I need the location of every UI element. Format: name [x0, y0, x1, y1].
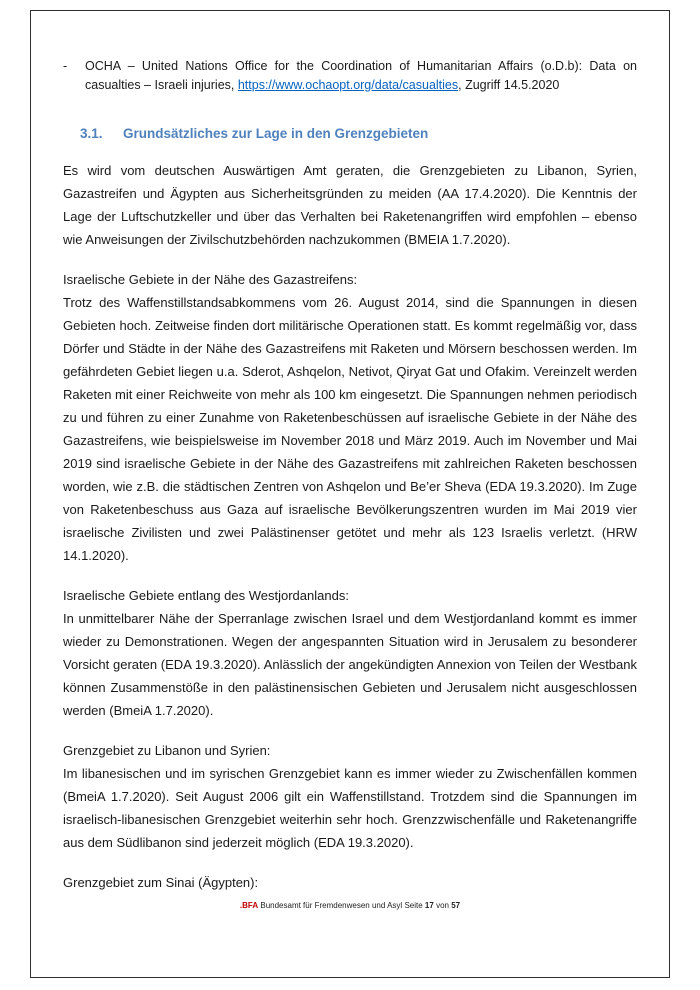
section-number: 3.1.	[80, 126, 103, 141]
section-westbank	[63, 584, 637, 722]
source-list-item	[63, 57, 637, 95]
source-text-before-link: OCHA – United Nations Office for the Coordination of Humanitarian Affairs (o.D.b): Data on casualties – Israeli injuries,	[85, 59, 637, 92]
subsection-body: In unmittelbarer Nähe der Sperranlage zwischen Israel und dem Westjordanland kommt es immer wieder zu Demonstrationen. Wegen der angespannten Situation wird in Jerusalem zu besonderer Vorsicht geraten (EDA 19.3.2020). Anlässlich der angekündigten Annexion von Teilen der Westbank können Zusammenstöße in den palästinensischen Gebieten und Jerusalem nicht ausgeschlossen werden (BmeiA 1.7.2020).	[63, 611, 637, 718]
section-lebanon-syria	[63, 739, 637, 854]
footer-page-number: 17	[424, 901, 434, 910]
intro-paragraph: Es wird vom deutschen Auswärtigen Amt geraten, die Grenzgebieten zu Libanon, Syrien, Gazastreifen und Ägypten aus Sicherheitsgründen zu meiden (AA 17.4.2020). Die Kenntnis der Lage der Luftschutzkeller und über das Verhalten bei Raketenangriffen wird empfohlen – ebenso wie Anweisungen der Zivilschutzbehörden nachzukommen (BMEIA 1.7.2020).	[63, 163, 637, 247]
footer-page-label: Seite	[404, 901, 423, 910]
section-title: Grundsätzliches zur Lage in den Grenzgebieten	[123, 126, 429, 141]
subsection-heading: Grenzgebiet zu Libanon und Syrien:	[63, 743, 271, 758]
footer-org: Bundesamt für Fremdenwesen und Asyl	[260, 901, 403, 910]
bfa-brand: .BFA	[239, 901, 259, 910]
footer-of-label: von	[436, 901, 449, 910]
subsection-body: Trotz des Waffenstillstandsabkommens vom 26. August 2014, sind die Spannungen in diesen Gebieten hoch. Zeitweise finden dort militärische Operationen statt. Es kommt regelmäßig vor, dass Dörfer und Städte in der Nähe des Gazastreifens mit Raketen und Mörsern beschossen werden. Im gefährdeten Gebiet liegen u.a. Sderot, Ashqelon, Netivot, Qiryat Gat und Ofakim. Vereinzelt werden Raketen mit einer Reichweite von mehr als 100 km eingesetzt. Die Spannungen nehmen periodisch zu und führen zu einer Zunahme von Raketenbeschüssen auf israelische Gebiete in der Nähe des Gazastreifens, wie beispielsweise im November 2018 und März 2019. Auch im November und Mai 2019 sind israelische Gebiete in der Nähe des Gazastreifens mit zahlreichen Raketen beschossen worden, wie z.B. die städtischen Zentren von Ashqelon und Be’er Sheva (EDA 19.3.2020). Im Zuge von Raketenbeschuss aus Gaza auf israelische Bevölkerungszentren wurden im Mai 2019 vier israelische Zivilisten und zwei Palästinenser getötet und mehr als 123 Israelis verletzt. (HRW 14.1.2020).	[63, 295, 637, 563]
page-footer	[0, 901, 700, 911]
list-bullet: -	[63, 59, 68, 73]
ochaopt-link[interactable]: https://www.ochaopt.org/data/casualties	[237, 78, 459, 92]
footer-total-pages: 57	[451, 901, 461, 910]
source-text-after-link: , Zugriff 14.5.2020	[458, 78, 560, 92]
source-citation	[85, 57, 637, 95]
page-content	[63, 57, 637, 894]
section-gaza	[63, 268, 637, 567]
section-heading	[80, 125, 637, 143]
subsection-body: Im libanesischen und im syrischen Grenzgebiet kann es immer wieder zu Zwischenfällen kommen (BmeiA 1.7.2020). Seit August 2006 gilt ein Waffenstillstand. Trotzdem sind die Spannungen im israelisch-libanesischen Grenzgebiet weiterhin sehr hoch. Grenzzwischenfälle und Raketenangriffe aus dem Südlibanon sind jederzeit möglich (EDA 19.3.2020).	[63, 766, 637, 850]
subsection-heading: Grenzgebiet zum Sinai (Ägypten):	[63, 875, 259, 890]
section-sinai	[63, 871, 637, 894]
subsection-heading: Israelische Gebiete in der Nähe des Gazastreifens:	[63, 272, 358, 287]
subsection-heading: Israelische Gebiete entlang des Westjordanlands:	[63, 588, 349, 603]
